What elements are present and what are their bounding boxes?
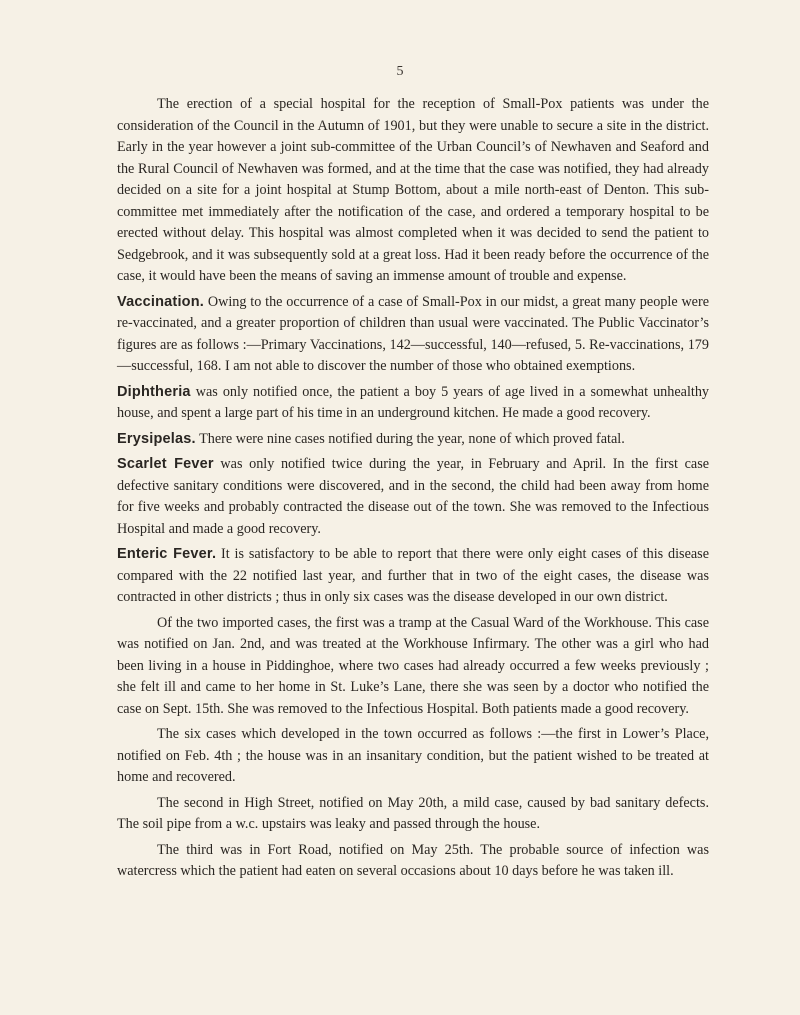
paragraph-scarlet-fever xyxy=(117,454,709,540)
heading-erysipelas: Erysipelas. xyxy=(117,430,196,447)
paragraph-six-cases: The six cases which developed in the town occurred as follows :—the first in Lower’s Place, notified on Feb. 4th ; the house was in an insanitary condition, but the patient wished to be treated at home and recovered. xyxy=(117,726,709,785)
heading-diphtheria: Diphtheria xyxy=(117,383,191,400)
paragraph-enteric-fever xyxy=(117,544,709,609)
paragraph-hospital: The erection of a special hospital for the reception of Small-Pox patients was under the consideration of the Council in the Autumn of 1901, but they were unable to secure a site in the district. Early in the year however a joint sub-committee of the Urban Council’s of Newhaven and Seaford and the Rural Council of Newhaven was formed, and at the time that the case was notified, they had already decided on a site for a joint hospital at Stump Bottom, about a mile north-east of Denton. This sub-committee met immediately after the notification of the case, and ordered a temporary hospital to be erected without delay. This hospital was almost completed when it was decided to send the patient to Sedgebrook, and it was subsequently sold at a great loss. Had it been ready before the occurrence of the case, it would have been the means of saving an immense amount of trouble and expense. xyxy=(117,96,709,284)
paragraph-vaccination xyxy=(117,292,709,378)
vaccination-text: Owing to the occurrence of a case of Small-Pox in our midst, a great many people were re-vaccinated, and a greater proportion of children than usual were vaccinated. The Public Vaccinator’s figures are as follows :—Primary Vaccinations, 142—successful, 140—refused, 5. Re-vaccinations, 179—successful, 168. I am not able to discover the number of those who obtained exemptions. xyxy=(117,293,710,374)
paragraph-third-case: The third was in Fort Road, notified on May 25th. The probable source of infection was watercress which the patient had eaten on several occasions about 10 days before he was taken ill. xyxy=(117,841,709,879)
paragraph-erysipelas xyxy=(117,429,709,451)
enteric-fever-text: It is satisfactory to be able to report that there were only eight cases of this disease compared with the 22 notified last year, and further that in two of the eight cases, the disease was contracted in other districts ; thus in only six cases was the disease developed in our own district. xyxy=(117,546,709,605)
paragraph-second-case: The second in High Street, notified on May 20th, a mild case, caused by bad sanitary defects. The soil pipe from a w.c. upstairs was leaky and passed through the house. xyxy=(117,794,709,832)
heading-vaccination: Vaccination. xyxy=(117,293,205,310)
page-number: 5 xyxy=(396,64,404,79)
paragraph-diphtheria xyxy=(117,382,709,425)
diphtheria-text: was only notified once, the patient a boy 5 years of age lived in a somewhat unhealthy house, and spent a large part of his time in an underground kitchen. He made a good recovery. xyxy=(117,383,710,421)
scarlet-fever-text: was only notified twice during the year, in February and April. In the first case defective sanitary conditions were discovered, and in the second, the child had been away from home for five weeks and probably contracted the disease out of the town. She was removed to the Infectious Hospital and made a good recovery. xyxy=(117,456,710,537)
erysipelas-text: There were nine cases notified during the year, none of which proved fatal. xyxy=(199,430,625,447)
heading-scarlet-fever: Scarlet Fever xyxy=(117,456,214,472)
body-text xyxy=(117,94,709,887)
paragraph-imported-cases: Of the two imported cases, the first was a tramp at the Casual Ward of the Workhouse. This case was notified on Jan. 2nd, and was treated at the Workhouse Infirmary. The other was a girl who had been living in a house in Piddinghoe, where two cases had already occurred a few weeks previously ; she felt ill and came to her home in St. Luke’s Lane, there she was seen by a doctor who notified the case on Sept. 15th. She was removed to the Infectious Hospital. Both patients made a good recovery. xyxy=(117,614,709,717)
heading-enteric-fever: Enteric Fever. xyxy=(117,546,217,562)
